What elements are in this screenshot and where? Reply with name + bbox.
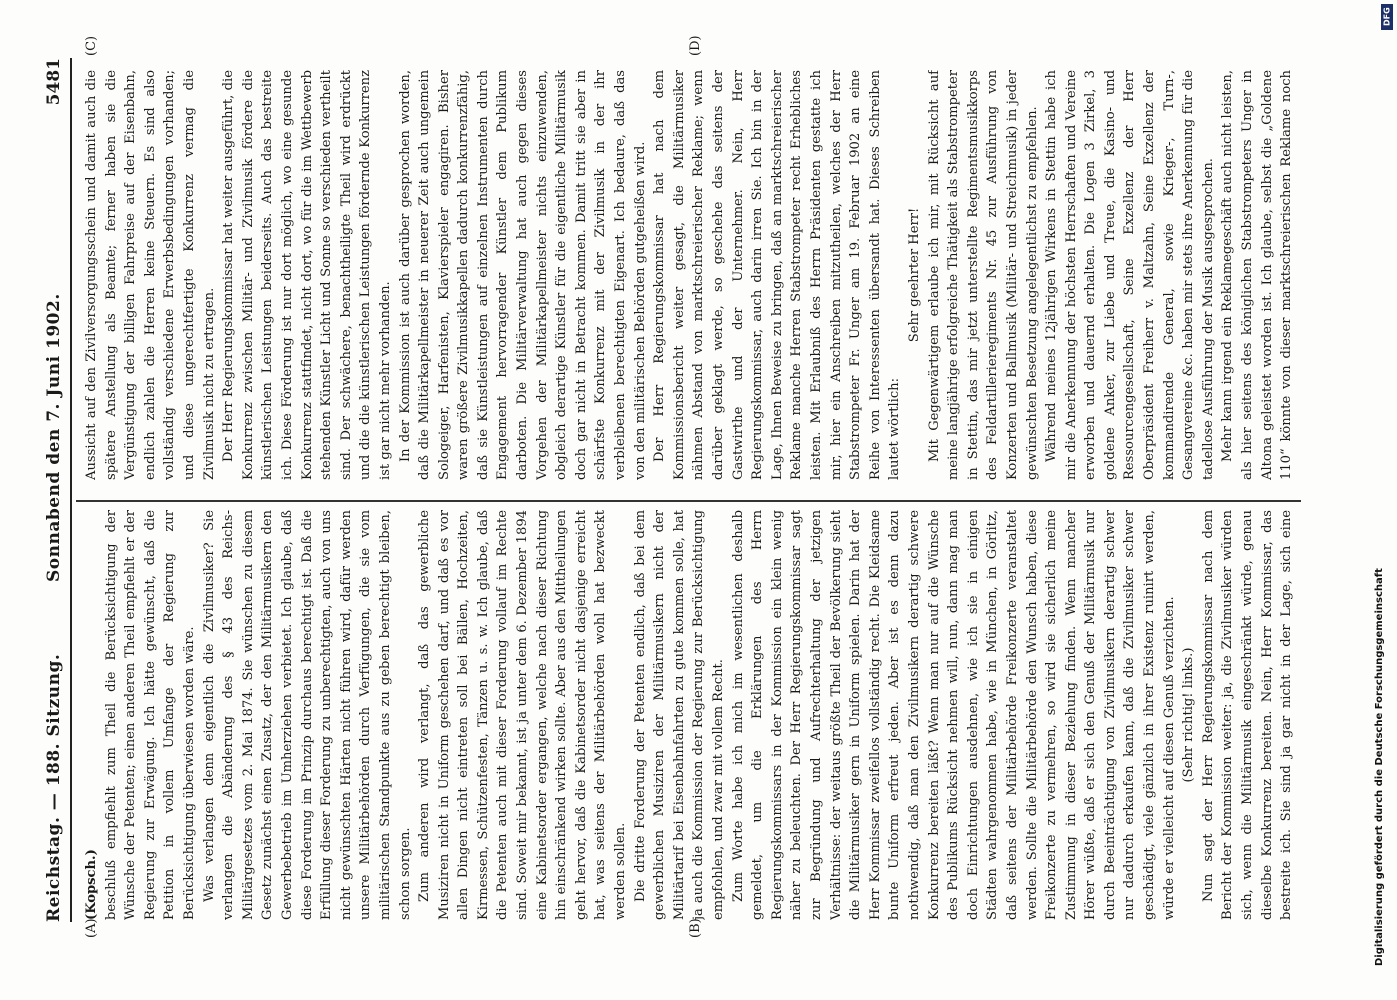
page-number: 5481 bbox=[44, 58, 64, 106]
paragraph: Der Herr Regierungskommissar hat nach dem Kommissionsbericht weiter gesagt, die Militärmusiker nähmen Abstand von marktschreierischer Reklame; wenn darüber geklagt werde, so geschehe das seitens der Gastwirthe und der Unternehmer. Nein, Herr Regierungskommissar, auch darin irren Sie. Ich bin in der Lage, Ihnen Beweise zu bringen, daß an marktschreierischer Reklame manche Herren Stabstrompeter recht Erhebliches leisten. Mit Erlaubniß des Herrn Präsidenten gestatte ich mir, hier ein Anschreiben mitzutheilen, welches der Herr Stabstrompeter Fr. Unger am 19. Februar 1902 an eine Reihe von Interessenten übersandt hat. Dieses Schreiben lautet wörtlich: bbox=[652, 70, 903, 480]
quoted-letter: Während meines 12jährigen Wirkens in Stettin habe ich mir die Anerkennung der höchsten Herrschaften und Vereine erworben und dauernd erhalten. Die Logen 3 Zirkel, 3 goldene Anker, zur Liebe und Treue, die Kasino- und Ressourcengesellschaft, Seine Exzellenz der Herr Oberpräsident Freiherr v. Maltzahn, Seine Exzellenz der kommandirende General, sowie Krieger-, Turn-, Gesangvereine &c. haben mir stets ihre Anerkennung für die tadellose Ausführung der Musik ausgesprochen. bbox=[1044, 70, 1216, 480]
margin-letter-c: (C) bbox=[84, 35, 99, 56]
column-divider bbox=[76, 500, 1301, 502]
header-session: Reichstag. — 188. Sitzung. bbox=[44, 653, 64, 922]
paragraph: Zum Worte habe ich mich im wesentlichen deshalb gemeldet, um die Erklärungen des Herrn Regierungskommissars in der Kommission ein klein wenig näher zu beleuchten. Der Herr Regierungskommissar sagt zur Begründung und Aufrechterhaltung der jetzigen Verhältnisse: der weitaus größte Theil der Bevölkerung sieht die Militärmusiker gern in Uniform spielen. Darin hat der Herr Kommissar zweifellos vollständig recht. Die Kleidsame bunte Uniform erfreut jeden. Aber ist es denn dazu nothwendig, daß man den Zivilmusikern derartig schwere Konkurrenz bereiten läßt? Wenn man nur auf die Wünsche des Publikums Rücksicht nehmen will, nun, dann mag man doch Einrichtungen ausdehnen, wie ich sie in einigen Städten wahrgenommen habe, wie in München, in Görlitz, daß seitens der Militärbehörde Freikonzerte veranstaltet werden. Sollte die Militärbehörde den Wunsch haben, diese Freikonzerte zu vermehren, so wird sie sicherlich meine Zustimmung in dieser Beziehung finden. Wenn mancher Hörer wüßte, daß er sich den Genuß der Militärmusik nur durch Beeinträchtigung von Zivilmusikern derartig schwer nur dadurch erkaufen kann, daß die Zivilmusiker schwer geschädigt, viele gänzlich in ihrer Existenz ruinirt werden, würde er vielleicht auf diesen Genuß verzichten. bbox=[730, 510, 1177, 920]
digitization-stamp bbox=[1374, 6, 1394, 994]
paragraph: Aussicht auf den Zivilversorgungsschein und damit auch die spätere Anstellung als Beamte; ferner haben sie die Vergünstigung der billigen Fahrpreise auf der Eisenbahn, endlich zahlen die Herren keine Steuern. Es sind also vollständig verschiedene Erwerbsbedingungen vorhanden; und diese ungerechtfertigte Konkurrenz vermag die Zivilmusik nicht zu ertragen. bbox=[84, 70, 217, 480]
margin-letter-b: (B) bbox=[688, 918, 703, 938]
speaker-name: (Kopsch.) bbox=[84, 849, 99, 920]
paragraph: Nun sagt der Herr Regierungskommissar nach dem Bericht der Kommission weiter: ja, die Zivilmusiker würden sich, wenn die Militärmusik eingeschränkt würde, genau dieselbe Konkurrenz bereiten. Nein, Herr Kommissar, das bestreite ich. Sie sind ja gar nicht in der Lage, sich eine bbox=[1200, 510, 1295, 920]
page-header bbox=[44, 58, 72, 922]
header-date: Sonnabend den 7. Juni 1902. bbox=[44, 293, 64, 582]
margin-letter-d: (D) bbox=[688, 35, 703, 56]
right-column bbox=[82, 70, 1297, 480]
letter-salutation: Sehr geehrter Herr! bbox=[906, 207, 922, 343]
paragraph: In der Kommission ist auch darüber gesprochen worden, daß die Militärkapellmeister in neuerer Zeit auch ungemein Sologeiger, Harfenisten, Klavierspieler engagiren. Bisher waren größere Zivilmusikkapellen dadurch konkurrenzfähig, daß sie Künstleistungen auf einzelnen Instrumenten durch Engagement hervorragender Künstler dem Publikum darboten. Die Militärverwaltung hat auch gegen dieses Vorgehen der Militärkapellmeister nichts einzuwenden, obgleich derartige Künstler für die eigentliche Militärmusik doch gar nicht in Betracht kommen. Damit tritt sie aber in schärfste Konkurrenz mit der Zivilmusik in der ihr verbleibenen berechtigten Eigenart. Ich bedaure, daß das von den militärischen Behörden gutgeheißen wird. bbox=[397, 70, 648, 480]
paragraph: Was verlangen denn eigentlich die Zivilmusiker? Sie verlangen die Abänderung des § 43 des Reichs-Militärgesetzes vom 2. Mai 1874. Sie wünschen zu diesem Gesetz zunächst einen Zusatz, der den Militärmusikern den Gewerbebetrieb im Umherziehen verbietet. Ich glaube, daß diese Forderung im Prinzip durchaus berechtigt ist. Daß die Erfüllung dieser Forderung zu unberechtigten, auch von uns nicht gewünschten Härten nicht führen wird, dafür werden unsere Militärbehörden durch Verfügungen, die sie vom militärischen Standpunkte aus zu geben berechtigt bleiben, schon sorgen. bbox=[201, 510, 413, 920]
margin-letter-a: (A) bbox=[84, 918, 99, 938]
paragraph: beschluß empfiehlt zum Theil die Berücksichtigung der Wünsche der Petenten; einen anderen Theil empfiehlt er der Regierung zur Erwägung. Ich hätte gewünscht, daß die Petition in vollem Umfange der Regierung zur Berücksichtigung überwiesen worden wäre. bbox=[103, 510, 197, 920]
quoted-letter: Mit Gegenwärtigem erlaube ich mir, mit Rücksicht auf meine langjährige erfolgreiche Thätigkeit als Stabstrompeter in Stettin, das mir jetzt unterstellte Regimentsmusikkorps des Feldartillerieregiments Nr. 45 zur Ausführung von Konzerten und Ballmusik (Militär- und Streichmusik) in jeder gewünschten Besetzung angelegentlichst zu empfehlen. bbox=[926, 70, 1040, 480]
paragraph: Zum anderen wird verlangt, daß das gewerbliche Musiziren nicht in Uniform geschehen darf, und daß es vor allen Dingen nicht eintreten soll bei Bällen, Hochzeiten, Kirmessen, Schützenfesten, Tänzen u. s. w. Ich glaube, daß die Petenten auch mit dieser Forderung vollauf im Rechte sind. Soweit mir bekannt, ist ja unter dem 6. Dezember 1894 eine Kabinetsorder ergangen, welche nach dieser Richtung hin einschränkend wirken sollte. Aber aus den Mittheilungen geht hervor, daß die Kabinetsorder nicht dasjenige erreicht hat, was seitens der Militärbehörden wohl hat bezweckt werden sollen. bbox=[417, 510, 629, 920]
left-column bbox=[82, 510, 1297, 920]
interjection: (Sehr richtig! links.) bbox=[1181, 647, 1197, 783]
dfg-logo: DFG bbox=[1381, 4, 1393, 30]
paragraph: Die dritte Forderung der Petenten endlich, daß bei dem gewerblichen Musiziren der Militärmusikern nicht der Militärtarif bei Eisenbahnfahrten zu gute kommen solle, hat ja auch die Kommission der Regierung zur Berücksichtigung empfohlen, und zwar mit vollem Recht. bbox=[632, 510, 726, 920]
paragraph: Der Herr Regierungskommissar hat weiter ausgeführt, die Konkurrenz zwischen Militär- und Zivilmusik fördere die künstlerischen Leistungen beiderseits. Auch das bestreite ich. Diese Förderung ist nur dort möglich, wo eine gesunde Konkurrenz stattfindet, nicht dort, wo für die im Wettbewerb stehenden Künstler Licht und Sonne so verschieden vertheilt sind. Der schwächere, benachtheiligte Theil wird erdrückt und die die künstlerischen Leistungen fördernde Konkurrenz ist gar nicht mehr vorhanden. bbox=[221, 70, 393, 480]
digitization-text: Digitalisierung gefördert durch die Deutsche Forschungsgemeinschaft bbox=[1374, 568, 1385, 966]
paragraph: Mehr kann irgend ein Reklamegeschäft auch nicht leisten, als hier seitens des königlichen Stabstrompeters Unger in Altona geleistet worden ist. Ich glaube, selbst die „Goldene 110“ könnte von dieser marktschreierischen Reklame noch bbox=[1220, 70, 1295, 480]
